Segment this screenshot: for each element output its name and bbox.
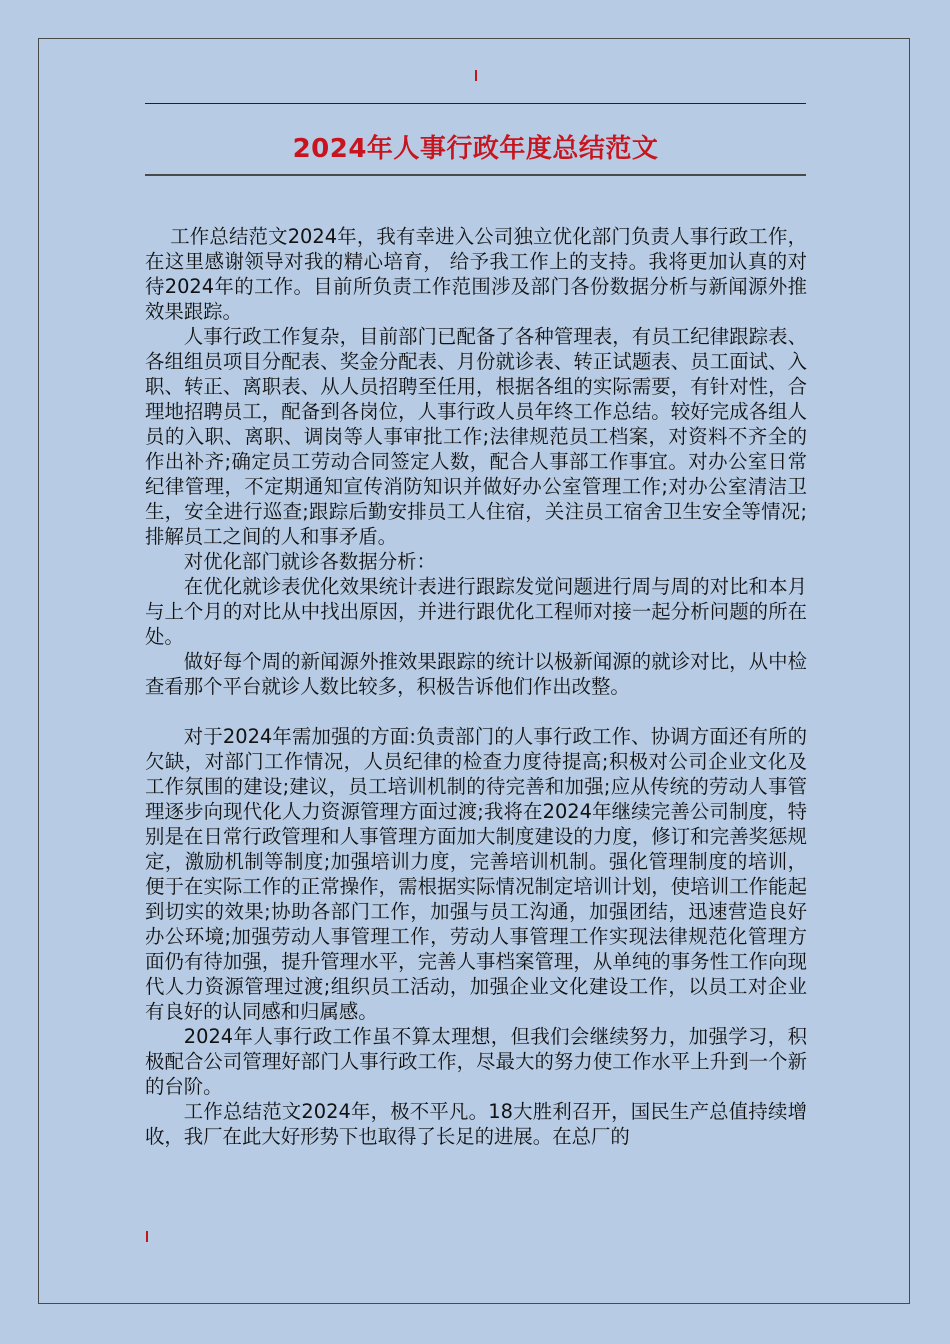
paragraph-outlook: 2024年人事行政工作虽不算太理想，但我们会继续努力，加强学习，积极配合公司管理好部门人事行政工作，尽最大的努力使工作水平上升到一个新的台阶。 [145,1025,807,1098]
paragraph-news-source: 做好每个周的新闻源外推效果跟踪的统计以极新闻源的就诊对比，从中检查看那个平台就诊人数比较多，积极告诉他们作出改整。 [145,650,807,698]
document-title: 2024年人事行政年度总结范文 [292,134,659,164]
paragraph-summary-start: 工作总结范文2024年，极不平凡。18大胜利召开，国民生产总值持续增收，我厂在此大好形势下也取得了长足的进展。在总厂的 [145,1100,807,1148]
paragraph-analysis-heading: 对优化部门就诊各数据分析： [183,550,436,573]
document-body [145,224,807,1149]
paragraph-gap [145,699,807,724]
header-rule [145,103,806,104]
footer-marker [146,1231,148,1242]
paragraph-improvements: 对于2024年需加强的方面:负责部门的人事行政工作、协调方面还有所的欠缺，对部门工作情况，人员纪律的检查力度待提高;积极对公司企业文化及工作氛围的建设;建议，员工培训机制的待完善和加强;应从传统的劳动人事管理逐步向现代化人力资源管理方面过渡;我将在2024年继续完善公司制度，特别是在日常行政管理和人事管理方面加大制度建设的力度，修订和完善奖惩规定，激励机制等制度;加强培训力度，完善培训机制。强化管理制度的培训，便于在实际工作的正常操作，需根据实际情况制定培训计划，使培训工作能起到切实的效果;协助各部门工作，加强与员工沟通，加强团结，迅速营造良好办公环境;加强劳动人事管理工作，劳动人事管理工作实现法律规范化管理方面仍有待加强，提升管理水平，完善人事档案管理，从单纯的事务性工作向现代人力资源管理过渡;组织员工活动，加强企业文化建设工作，以员工对企业有良好的认同感和归属感。 [145,725,807,1023]
title-rule [145,174,806,176]
paragraph-intro: 工作总结范文2024年，我有幸进入公司独立优化部门负责人事行政工作，在这里感谢领导对我的精心培育， 给予我工作上的支持。我将更加认真的对待2024年的工作。目前所负责工作范围涉及部门各份数据分析与新闻源外推效果跟踪。 [145,225,807,323]
header-marker [475,70,477,81]
paragraph-analysis-tracking: 在优化就诊表优化效果统计表进行跟踪发觉问题进行周与周的对比和本月与上个月的对比从中找出原因，并进行跟优化工程师对接一起分析问题的所在处。 [145,575,807,648]
paragraph-hr-work: 人事行政工作复杂，目前部门已配备了各种管理表，有员工纪律跟踪表、各组组员项目分配表、奖金分配表、月份就诊表、转正试题表、员工面试、入职、转正、离职表、从人员招聘至任用，根据各组的实际需要，有针对性，合理地招聘员工，配备到各岗位，人事行政人员年终工作总结。较好完成各组人员的入职、离职、调岗等人事审批工作;法律规范员工档案，对资料不齐全的作出补齐;确定员工劳动合同签定人数，配合人事部工作事宜。对办公室日常纪律管理，不定期通知宣传消防知识并做好办公室管理工作;对办公室清洁卫生，安全进行巡查;跟踪后勤安排员工人住宿，关注员工宿舍卫生安全等情况;排解员工之间的人和事矛盾。 [145,325,807,548]
